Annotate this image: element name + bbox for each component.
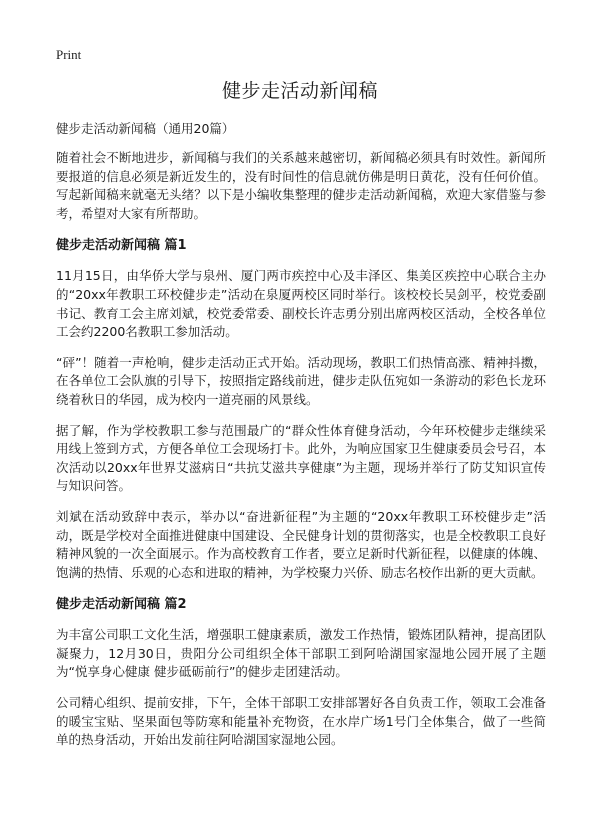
section-1-paragraph-4: 刘斌在活动致辞中表示，举办以“奋进新征程”为主题的“20xx年教职工环校健步走”活动，既是学校对全面推进健康中国建设、全民健身计划的贯彻落实，也是全校教职工良好精神风貌的一次全面展示。作为高校教育工作者，要立足新时代新征程，以健康的体魄、饱满的热情、乐观的心态和进取的精神，为学校聚力兴侨、励志名校作出新的更大贡献。 [56,508,546,580]
section-heading-1: 健步走活动新闻稿 篇1 [56,238,187,254]
section-2-paragraph-2: 公司精心组织、提前安排，下午，全体干部职工安排部署好各自负责工作，领取工会准备的暖宝宝贴、坚果面包等防寒和能量补充物资，在水岸广场1号门全体集合，做了一些简单的热身活动，开始出发前往阿哈湖国家湿地公园。 [56,695,546,748]
article-body [56,120,546,762]
section-1-paragraph-3: 据了解，作为学校教职工参与范围最广的“群众性体育健身活动，今年环校健步走继续采用线上签到方式，方便各单位工会现场打卡。此外，为响应国家卫生健康委员会号召，本次活动以20xx年世界艾滋病日“共抗艾滋共享健康”为主题，现场并举行了防艾知识宣传与知识问答。 [56,422,546,494]
section-2-paragraph-1: 为丰富公司职工文化生活，增强职工健康素质，激发工作热情，锻炼团队精神，提高团队凝聚力，12月30日，贵阳分公司组织全体干部职工到阿哈湖国家湿地公园开展了主题为“悦享身心健康 健步砥砺前行”的健步走团建活动。 [56,627,546,680]
section-heading-2: 健步走活动新闻稿 篇2 [56,597,187,613]
section-1-paragraph-1: 11月15日，由华侨大学与泉州、厦门两市疾控中心及丰泽区、集美区疾控中心联合主办的“20xx年教职工环校健步走”活动在泉厦两校区同时举行。该校校长吴剑平，校党委副书记、教育工会主席刘斌，校党委常委、副校长许志勇分别出席两校区活动，全校各单位工会约2200名教职工参加活动。 [56,268,546,340]
article-subtitle: 健步走活动新闻稿（通用20篇） [56,121,235,136]
print-link[interactable]: Print [56,47,82,62]
intro-paragraph: 随着社会不断地进步，新闻稿与我们的关系越来越密切，新闻稿必须具有时效性。新闻所要报道的信息必须是新近发生的，没有时间性的信息就仿佛是明日黄花，没有任何价值。写起新闻稿来就毫无头绪？以下是小编收集整理的健步走活动新闻稿，欢迎大家借鉴与参考，希望对大家有所帮助。 [56,150,546,221]
section-1-paragraph-2: “砰”！随着一声枪响，健步走活动正式开始。活动现场，教职工们热情高涨、精神抖擞，在各单位工会队旗的引导下，按照指定路线前进，健步走队伍宛如一条游动的彩色长龙环绕着秋日的华园，成为校内一道亮丽的风景线。 [56,354,546,407]
page-title: 健步走活动新闻稿 [221,80,378,102]
